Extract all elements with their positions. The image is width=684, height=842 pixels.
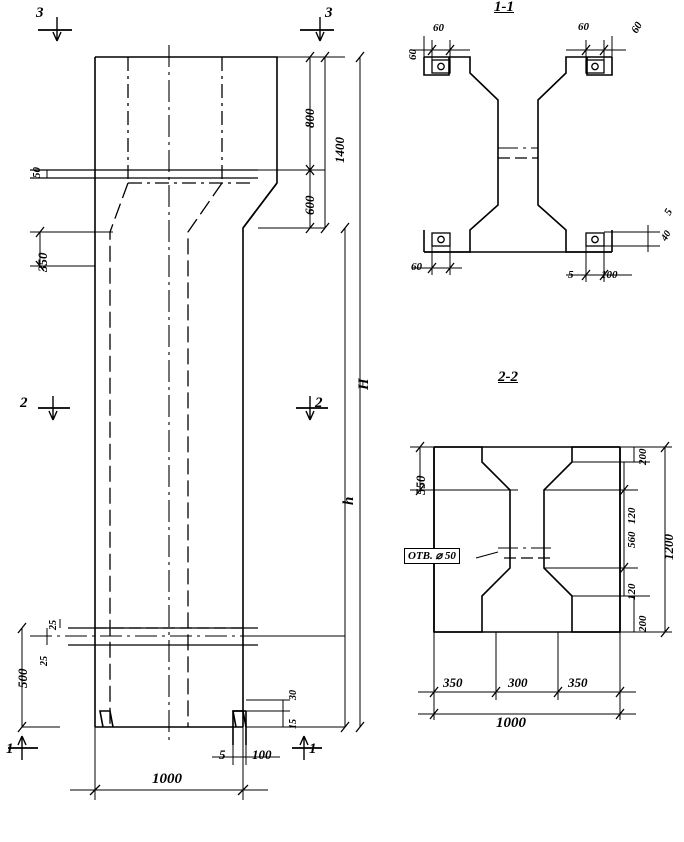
dim-60-1-1-d: 60 <box>629 19 646 36</box>
section-mark-3-right: 3 <box>325 5 333 21</box>
dim-60-1-1-a: 60 <box>407 49 419 60</box>
dim-600: 600 <box>302 195 317 215</box>
dim-200-2-2-top: 200 <box>637 448 649 465</box>
dim-100-1-1: 100 <box>601 269 618 281</box>
dim-120-2-2-bottom: 120 <box>626 583 638 600</box>
dim-50-left: 50 <box>31 167 43 178</box>
section-mark-1-left: 1 <box>6 741 14 757</box>
hole-callout-label: ОТВ. ⌀ 50 <box>404 548 460 564</box>
section-mark-3-left: 3 <box>36 5 44 21</box>
dim-560-2-2: 560 <box>626 531 638 548</box>
dim-5-elevation: 5 <box>219 747 226 762</box>
dim-1200-2-2: 1200 <box>661 534 676 560</box>
section-mark-1-right: 1 <box>309 741 317 757</box>
dim-120-2-2-top: 120 <box>626 507 638 524</box>
dim-25-a: 25 <box>48 620 59 630</box>
dim-500-left: 500 <box>15 668 30 688</box>
dim-5-1-1-right: 5 <box>662 206 676 218</box>
section-title-1-1: 1-1 <box>494 0 514 15</box>
dim-1000-elevation: 1000 <box>152 771 182 787</box>
dim-800: 800 <box>302 108 317 128</box>
dim-60-1-1-bottom: 60 <box>411 261 422 273</box>
dim-350-left: 350 <box>35 252 50 272</box>
dim-60-1-1-c: 60 <box>578 21 589 33</box>
dim-200-2-2-bottom: 200 <box>637 615 649 632</box>
dim-100-elevation: 100 <box>252 747 272 762</box>
dim-550-2-2: 550 <box>413 475 428 495</box>
dim-350-2-2-right: 350 <box>568 675 588 690</box>
dim-5-1-1: 5 <box>568 269 574 281</box>
dim-15-small: 15 <box>288 719 299 729</box>
dim-1400: 1400 <box>332 137 347 163</box>
section-title-2-2: 2-2 <box>498 369 518 385</box>
dim-h: h <box>341 496 357 505</box>
section-mark-2-left: 2 <box>20 395 28 411</box>
dim-60-1-1-b: 60 <box>433 22 444 34</box>
dim-25-b: 25 <box>39 656 50 666</box>
section-mark-2-right: 2 <box>315 395 323 411</box>
dim-300-2-2: 300 <box>508 675 528 690</box>
dim-350-2-2-left: 350 <box>443 675 463 690</box>
dim-40-1-1-right: 40 <box>659 228 674 243</box>
dim-30-small: 30 <box>288 690 299 700</box>
dim-1000-2-2: 1000 <box>496 715 526 731</box>
dim-H: H <box>356 378 372 390</box>
